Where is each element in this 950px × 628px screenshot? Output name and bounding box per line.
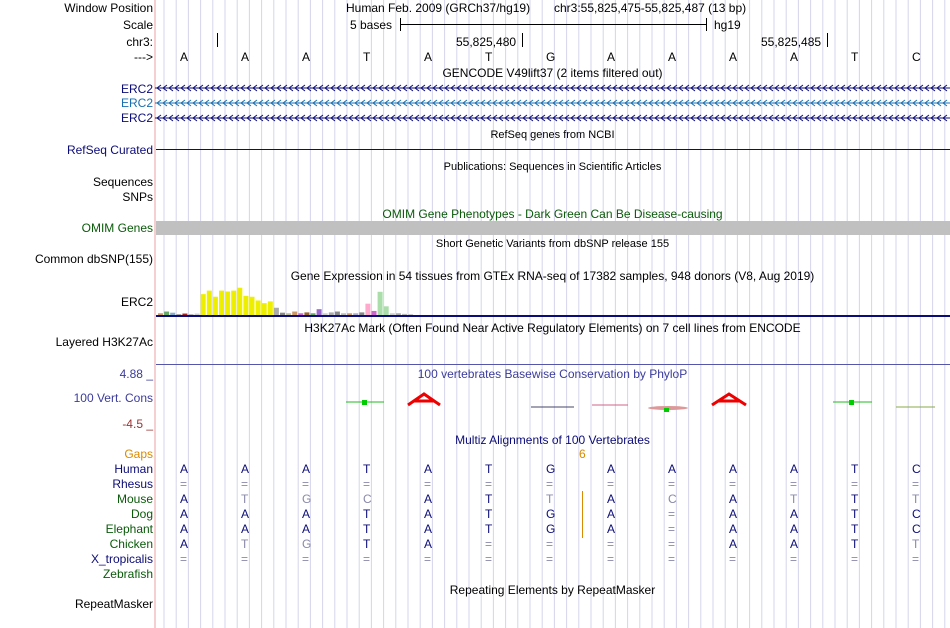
gtex-tissue-bar[interactable] [280,313,285,315]
aligned-base: A [668,462,677,476]
multiz-track-title[interactable]: Multiz Alignments of 100 Vertebrates [455,433,650,447]
aligned-base: = [241,552,249,566]
gtex-tissue-bar[interactable] [286,313,291,315]
scale-bases-label: 5 bases [350,18,393,32]
species-label[interactable]: Dog [130,507,153,521]
gtex-tissue-bar[interactable] [292,312,297,315]
reference-base: A [302,50,311,64]
assembly-label: Human Feb. 2009 (GRCh37/hg19) [346,1,531,15]
species-label[interactable]: Rhesus [112,477,153,491]
aligned-base: = [607,477,615,491]
aligned-base: T [851,537,859,551]
gtex-tissue-bar[interactable] [384,306,389,315]
species-label[interactable]: Human [114,462,153,476]
position-readout: chr3:55,825,475-55,825,487 (13 bp) [554,1,747,15]
gencode-transcripts[interactable] [155,80,950,126]
reference-base: C [912,50,921,64]
refseq-track-label[interactable]: RefSeq Curated [66,143,153,157]
aligned-base: G [302,492,312,506]
aligned-base: A [790,522,799,536]
aligned-base: C [912,462,921,476]
aligned-base: = [546,552,554,566]
aligned-base: = [790,477,798,491]
gtex-tissue-bar[interactable] [298,313,303,315]
aligned-base: A [241,522,250,536]
aligned-base: = [363,477,371,491]
gtex-tissue-bar[interactable] [158,313,163,315]
aligned-base: G [546,507,556,521]
h3k27ac-track-label[interactable]: Layered H3K27Ac [55,335,153,349]
coord-tick [827,33,828,47]
aligned-base: A [180,507,189,521]
gtex-tissue-bar[interactable] [378,292,383,315]
gtex-tissue-bar[interactable] [213,297,218,315]
aligned-base: = [790,552,798,566]
gtex-tissue-bar[interactable] [353,313,358,315]
gtex-tissue-bar[interactable] [170,313,175,315]
gtex-tissue-bar[interactable] [408,314,413,315]
gtex-tissue-bar[interactable] [225,292,230,315]
reference-base: T [851,50,859,64]
aligned-base: T [546,492,554,506]
gtex-tissue-bar[interactable] [311,313,316,315]
gtex-tissue-bar[interactable] [347,313,352,315]
phylop-letter-a [408,394,440,405]
scale-assembly-label: hg19 [714,18,741,32]
gtex-tissue-bar[interactable] [243,296,248,315]
aligned-base: = [485,537,493,551]
aligned-base: T [485,522,493,536]
gencode-track-title[interactable]: GENCODE V49lift37 (2 items filtered out) [442,66,663,80]
aligned-base: = [546,537,554,551]
aligned-base: A [424,507,433,521]
aligned-base: = [241,477,249,491]
gtex-tissue-bar[interactable] [372,311,377,315]
aligned-base: = [607,552,615,566]
aligned-base: = [668,507,676,521]
gtex-tissue-bar[interactable] [256,301,261,316]
gtex-tissue-bar[interactable] [341,313,346,315]
aligned-base: A [729,492,738,506]
aligned-base: = [485,552,493,566]
gtex-tissue-bar[interactable] [402,314,407,315]
aligned-base: A [790,537,799,551]
aligned-base: = [851,477,859,491]
h3k27ac-track-title[interactable]: H3K27Ac Mark (Often Found Near Active Regulatory Elements) on 7 cell lines from ENCODE [304,321,801,335]
gtex-tissue-bar[interactable] [359,312,364,315]
aligned-base: T [363,462,371,476]
gtex-tissue-bar[interactable] [189,314,194,315]
aligned-base: = [546,477,554,491]
aligned-base: C [363,492,372,506]
aligned-base: = [668,552,676,566]
aligned-base: T [912,537,920,551]
dbsnp-track-label[interactable]: Common dbSNP(155) [34,252,153,266]
aligned-base: A [729,522,738,536]
aligned-base: = [363,552,371,566]
gtex-tissue-bar[interactable] [201,294,206,315]
gtex-tissue-bar[interactable] [237,288,242,315]
aligned-base: = [424,477,432,491]
reference-base: A [180,50,189,64]
gtex-tissue-bar[interactable] [323,313,328,315]
aligned-base: T [485,507,493,521]
aligned-base: = [668,477,676,491]
gtex-tissue-bar[interactable] [182,314,187,315]
aligned-base: A [180,537,189,551]
species-label[interactable]: X_tropicalis [90,552,153,566]
aligned-base: = [302,477,310,491]
aligned-base: T [363,522,371,536]
aligned-base: = [729,552,737,566]
aligned-base: T [363,537,371,551]
aligned-base: A [302,522,311,536]
species-label[interactable]: Mouse [116,492,153,506]
aligned-base: A [729,507,738,521]
gap-count: 6 [579,447,586,461]
aligned-base: = [912,552,920,566]
aligned-base: T [851,492,859,506]
gtex-tissue-bar[interactable] [195,314,200,315]
gtex-tissue-bar[interactable] [365,304,370,315]
aligned-base: A [729,462,738,476]
gtex-tissue-bar[interactable] [207,291,212,315]
phylop-plot[interactable] [156,384,950,414]
aligned-base: A [729,537,738,551]
phylop-letter-a [712,394,746,405]
gencode-item-label[interactable]: ERC2 [120,82,153,96]
coord-tick [217,33,218,47]
publications-track-title[interactable]: Publications: Sequences in Scientific Articles [443,161,662,173]
snps-track-label[interactable]: SNPs [122,190,153,204]
aligned-base: T [790,492,798,506]
reference-base: A [790,50,799,64]
omim-feature-bar[interactable] [156,221,950,235]
gtex-tissue-bar[interactable] [164,312,169,315]
gtex-track-label[interactable]: ERC2 [120,295,153,309]
reference-base: A [729,50,738,64]
coord-tick [522,33,523,47]
aligned-base: = [180,552,188,566]
aligned-base: A [180,462,189,476]
phylop-min-label: -4.5 _ [122,417,153,431]
aligned-base: A [302,507,311,521]
coord-label-2: 55,825,485 [761,35,822,49]
gtex-tissue-bar[interactable] [274,308,279,315]
gtex-expression-plot[interactable] [156,284,950,318]
gtex-tissue-bar[interactable] [304,312,309,315]
gtex-tissue-bar[interactable] [262,303,267,315]
strand-label: ---> [134,50,153,64]
aligned-base: A [424,522,433,536]
aligned-base: = [912,477,920,491]
reference-base: A [424,50,433,64]
aligned-base: = [851,552,859,566]
gencode-item-label[interactable]: ERC2 [120,96,153,110]
phylop-score-mark [849,400,854,405]
aligned-base: C [912,507,921,521]
phylop-score-mark [362,400,367,405]
phylop-max-label: 4.88 _ [119,367,153,381]
aligned-base: = [607,537,615,551]
coord-label-1: 55,825,480 [456,35,517,49]
phylop-track-title[interactable]: 100 vertebrates Basewise Conservation by PhyloP [417,367,688,381]
reference-base: T [363,50,371,64]
reference-base: A [607,50,616,64]
omim-track-label[interactable]: OMIM Genes [81,221,153,235]
aligned-base: T [485,492,493,506]
aligned-base: T [851,462,859,476]
aligned-base: G [302,537,312,551]
aligned-base: = [302,552,310,566]
reference-base: T [485,50,493,64]
aligned-base: A [790,507,799,521]
reference-base: A [668,50,677,64]
gtex-tissue-bar[interactable] [396,313,401,315]
scale-bar [400,18,707,32]
aligned-base: = [668,537,676,551]
gap-marker [582,521,583,538]
h3k27ac-baseline [156,364,950,365]
aligned-base: = [180,477,188,491]
aligned-base: T [912,492,920,506]
aligned-base: A [607,462,616,476]
aligned-base: G [546,462,556,476]
aligned-base: A [241,507,250,521]
gtex-tissue-bar[interactable] [268,301,273,315]
omim-track-title[interactable]: OMIM Gene Phenotypes - Dark Green Can Be Disease-causing [382,207,723,221]
aligned-base: T [851,507,859,521]
repeatmasker-track-title[interactable]: Repeating Elements by RepeatMasker [449,583,656,597]
gencode-item-label[interactable]: ERC2 [120,111,153,125]
aligned-base: T [363,507,371,521]
species-label[interactable]: Chicken [109,537,153,551]
aligned-base: A [424,462,433,476]
aligned-base: A [424,537,433,551]
species-label[interactable]: Elephant [105,522,153,536]
chrom-label: chr3: [126,35,153,49]
repeatmasker-track-label[interactable]: RepeatMasker [74,597,153,611]
reference-base: G [546,50,556,64]
gtex-tissue-bar[interactable] [231,291,236,315]
gaps-label: Gaps [124,447,153,461]
aligned-base: A [424,492,433,506]
gtex-tissue-bar[interactable] [329,312,334,315]
gtex-tissue-bar[interactable] [335,312,340,315]
aligned-base: A [607,492,616,506]
aligned-base: A [241,462,250,476]
aligned-base: T [851,522,859,536]
aligned-base: A [180,492,189,506]
aligned-base: = [729,477,737,491]
aligned-base: T [241,492,249,506]
aligned-base: = [485,477,493,491]
gtex-tissue-bar[interactable] [317,309,322,315]
aligned-base: A [790,462,799,476]
gtex-tissue-bar[interactable] [390,313,395,315]
aligned-base: G [546,522,556,536]
aligned-base: A [607,522,616,536]
aligned-base: T [241,537,249,551]
window-position-label: Window Position [64,1,153,15]
refseq-track-title[interactable]: RefSeq genes from NCBI [490,129,615,141]
aligned-base: C [912,522,921,536]
species-label[interactable]: Zebrafish [102,567,153,581]
aligned-base: C [668,492,677,506]
scale-label: Scale [122,18,153,32]
reference-base: A [241,50,250,64]
aligned-base: A [302,462,311,476]
refseq-transcript[interactable] [156,149,950,150]
phylop-track-label[interactable]: 100 Vert. Cons [73,391,153,405]
gtex-tissue-bar[interactable] [219,291,224,315]
gtex-track-title[interactable]: Gene Expression in 54 tissues from GTEx RNA-seq of 17382 samples, 948 donors (V8, Aug 2019) [290,269,815,283]
aligned-base: A [607,507,616,521]
aligned-base: = [424,552,432,566]
phylop-score-mark [664,408,669,412]
sequences-track-label[interactable]: Sequences [92,175,153,189]
dbsnp-track-title[interactable]: Short Genetic Variants from dbSNP release 155 [435,238,670,250]
aligned-base: T [485,462,493,476]
aligned-base: A [180,522,189,536]
gtex-tissue-bar[interactable] [250,297,255,315]
gtex-tissue-bar[interactable] [176,314,181,315]
aligned-base: = [668,522,676,536]
